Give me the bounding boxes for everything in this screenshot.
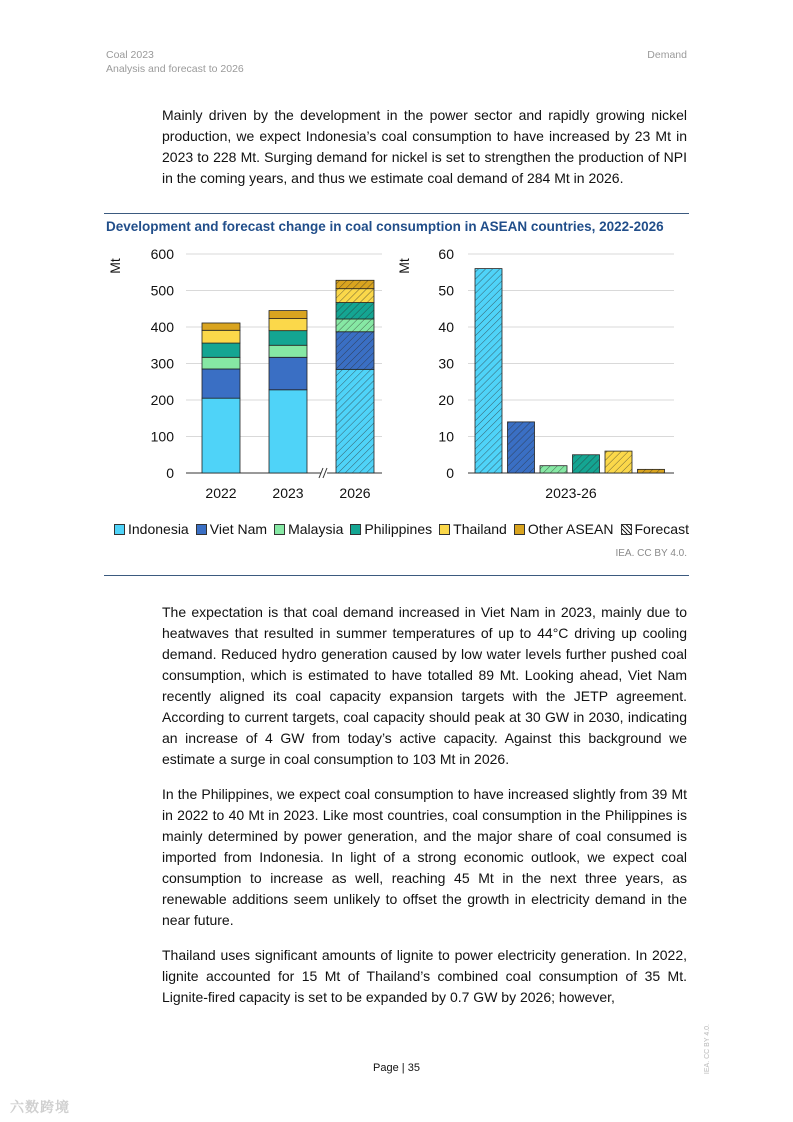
y-axis-label: Mt	[107, 258, 123, 274]
legend-label: Indonesia	[128, 521, 189, 537]
y-tick-label: 0	[446, 465, 454, 481]
bar-hatch-viet-nam-2026	[336, 332, 374, 370]
legend-swatch	[514, 524, 525, 535]
legend-swatch	[114, 524, 125, 535]
bar-hatch-malaysia-change	[540, 466, 567, 473]
x-tick-label: 2023-26	[545, 485, 597, 501]
bar-malaysia-2023	[269, 345, 307, 357]
y-tick-label: 400	[150, 319, 174, 335]
legend-label: Thailand	[453, 521, 507, 537]
bar-other-asean-2022	[202, 323, 240, 330]
bar-other-asean-2023	[269, 311, 307, 319]
bar-hatch-thailand-2026	[336, 289, 374, 303]
paragraph-philippines: In the Philippines, we expect coal consumption to have increased slightly from 39 Mt in 2022 to 40 Mt in 2023. Like most countries, coal consumption in the Philippines is mainly determined by power generation, and the major share of coal consumed is imported from Indonesia. In light of a strong economic outlook, we expect coal consumption to increase as well, reaching 45 Mt in the next three years, as renewable additions seem unlikely to offset the growth in electricity demand in the near future.	[162, 786, 687, 928]
legend-label: Philippines	[364, 521, 433, 537]
bar-hatch-indonesia-2026	[336, 369, 374, 473]
bar-hatch-philippines-2026	[336, 303, 374, 319]
report-subtitle: Analysis and forecast to 2026	[106, 63, 244, 75]
legend-label: Viet Nam	[209, 521, 268, 537]
bar-malaysia-2022	[202, 357, 240, 369]
legend-item-malaysia	[274, 521, 343, 537]
y-tick-label: 0	[166, 465, 174, 481]
running-header	[106, 48, 244, 76]
bar-hatch-other-asean-change	[638, 469, 665, 473]
figure-title: Development and forecast change in coal consumption in ASEAN countries, 2022-2026	[106, 219, 664, 234]
y-tick-label: 40	[438, 319, 454, 335]
y-tick-label: 30	[438, 355, 454, 372]
legend-item-viet-nam	[196, 521, 267, 537]
y-tick-label: 60	[438, 246, 454, 262]
bar-indonesia-2023	[269, 390, 307, 473]
legend-label: Forecast	[634, 521, 689, 537]
bar-philippines-2022	[202, 343, 240, 357]
legend-item-forecast	[621, 521, 689, 537]
y-tick-label: 200	[150, 392, 174, 408]
legend-swatch	[439, 524, 450, 535]
report-title: Coal 2023	[106, 49, 154, 61]
legend-swatch	[350, 524, 361, 535]
legend-item-indonesia	[114, 521, 189, 537]
side-license-mark: IEA. CC BY 4.0.	[704, 1024, 711, 1075]
figure-top-rule	[104, 213, 689, 214]
bar-indonesia-2022	[202, 398, 240, 473]
bar-thailand-2023	[269, 319, 307, 331]
legend-swatch	[196, 524, 207, 535]
bar-thailand-2022	[202, 330, 240, 343]
x-tick-label: 2022	[205, 485, 237, 501]
bar-hatch-malaysia-2026	[336, 319, 374, 332]
x-tick-label: 2026	[339, 485, 371, 501]
bar-viet-nam-2022	[202, 369, 240, 398]
bar-hatch-indonesia-change	[475, 269, 502, 473]
legend-label: Other ASEAN	[527, 521, 614, 537]
y-axis-label: Mt	[396, 258, 412, 274]
bar-hatch-philippines-change	[573, 455, 600, 473]
paragraph-viet-nam: The expectation is that coal demand increased in Viet Nam in 2023, mainly due to heatwaves that resulted in summer temperatures of up to 44°C driving up cooling demand. Reduced hydro generation caused by low water levels further pushed coal consumption, which is estimated to have totalled 89 Mt. Looking ahead, Viet Nam recently aligned its coal capacity expansion targets with the JETP agreement. According to current targets, coal capacity should peak at 30 GW in 2030, indicating an increase of 4 GW from today’s active capacity. Against this background we estimate a surge in coal consumption to 103 Mt in 2026.	[162, 604, 687, 767]
axis-break-gap	[321, 467, 327, 479]
bar-philippines-2023	[269, 331, 307, 346]
legend-item-other-asean	[514, 521, 614, 537]
legend-item-philippines	[350, 521, 432, 537]
y-tick-label: 600	[150, 246, 174, 262]
section-label: Demand	[647, 49, 687, 61]
figure-credit: IEA. CC BY 4.0.	[615, 548, 687, 559]
y-tick-label: 500	[150, 282, 174, 299]
paragraph-thailand: Thailand uses significant amounts of lignite to power electricity generation. In 2022, lignite accounted for 15 Mt of Thailand’s combined coal consumption of 35 Mt. Lignite-fired capacity is set to be expanded by 0.7 GW by 2026; however,	[162, 947, 687, 1005]
x-tick-label: 2023	[272, 485, 304, 501]
chart-legend	[114, 521, 689, 537]
bar-hatch-other-asean-2026	[336, 280, 374, 288]
bar-viet-nam-2023	[269, 357, 307, 389]
legend-label: Malaysia	[288, 521, 344, 537]
bar-hatch-viet-nam-change	[508, 422, 535, 473]
y-tick-label: 20	[438, 392, 454, 408]
watermark-logo: 六数跨境	[10, 1099, 70, 1115]
figure-bottom-rule	[104, 575, 689, 576]
legend-item-thailand	[439, 521, 507, 537]
coal-consumption-chart	[104, 240, 689, 515]
legend-swatch	[274, 524, 285, 535]
y-tick-label: 10	[438, 428, 454, 445]
page-number: Page | 35	[373, 1062, 420, 1074]
y-tick-label: 50	[438, 282, 454, 299]
bar-hatch-thailand-change	[605, 451, 632, 473]
legend-swatch	[621, 524, 632, 535]
paragraph-indonesia: Mainly driven by the development in the power sector and rapidly growing nickel production, we expect Indonesia’s coal consumption to have increased by 23 Mt in 2023 to 228 Mt. Surging demand for nickel is set to strengthen the production of NPI in the coming years, and thus we estimate coal demand of 284 Mt in 2026.	[162, 107, 687, 186]
y-tick-label: 100	[150, 428, 174, 445]
y-tick-label: 300	[150, 355, 174, 372]
